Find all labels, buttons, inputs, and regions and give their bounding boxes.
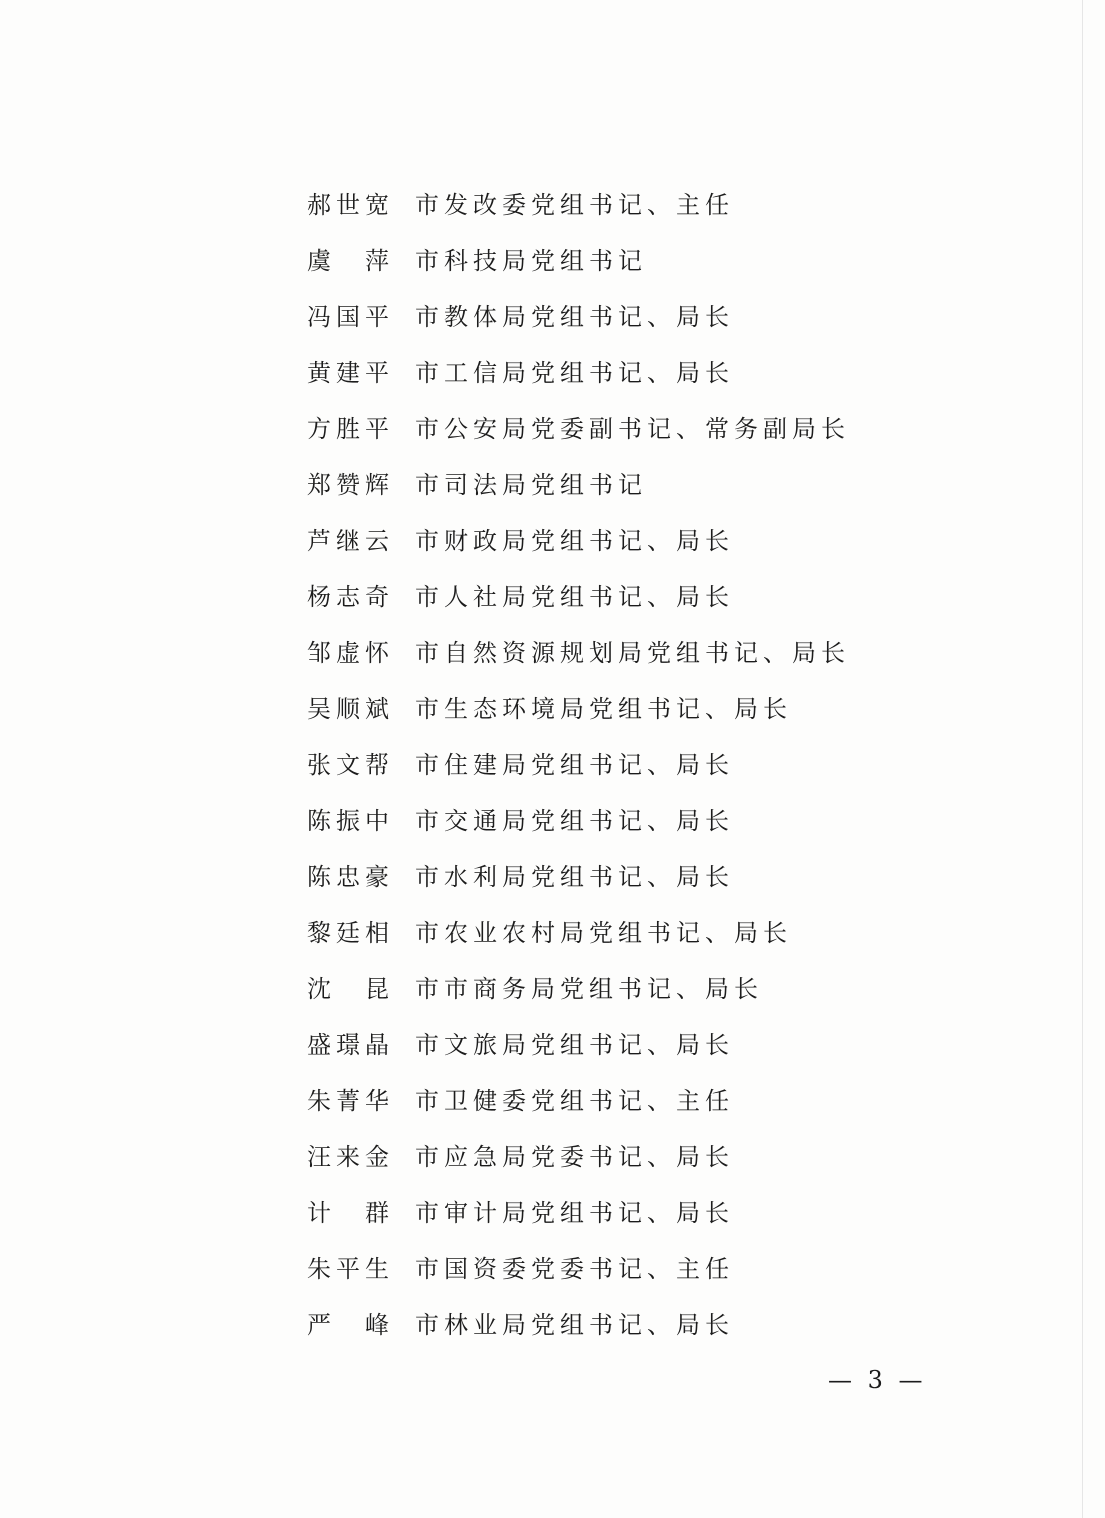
member-title: 市生态环境局党组书记、局长: [415, 694, 792, 723]
member-name: 计群: [307, 1198, 423, 1227]
list-item: [307, 230, 927, 286]
list-item: [307, 678, 927, 734]
list-item: [307, 734, 927, 790]
list-item: [307, 622, 927, 678]
list-item: [307, 1294, 927, 1350]
member-title: 市住建局党组书记、局长: [415, 750, 734, 779]
member-title: 市农业农村局党组书记、局长: [415, 918, 792, 947]
list-item: [307, 454, 927, 510]
member-name: 黎廷相: [307, 918, 394, 947]
member-name: 虞萍: [307, 246, 423, 275]
member-title: 市卫健委党组书记、主任: [415, 1086, 734, 1115]
list-item: [307, 1070, 927, 1126]
member-title: 市发改委党组书记、主任: [415, 190, 734, 219]
member-name: 沈昆: [307, 974, 423, 1003]
list-item: [307, 1014, 927, 1070]
list-item: [307, 174, 927, 230]
list-item: [307, 342, 927, 398]
member-title: 市文旅局党组书记、局长: [415, 1030, 734, 1059]
member-title: 市市商务局党组书记、局长: [415, 974, 763, 1003]
member-name: 郑赞辉: [307, 470, 394, 499]
page-number: — 3 —: [828, 1366, 927, 1394]
member-name: 陈振中: [307, 806, 394, 835]
member-title: 市国资委党委书记、主任: [415, 1254, 734, 1283]
list-item: [307, 1126, 927, 1182]
member-name: 盛璟晶: [307, 1030, 394, 1059]
member-title: 市林业局党组书记、局长: [415, 1310, 734, 1339]
member-name: 汪来金: [307, 1142, 394, 1171]
member-title: 市工信局党组书记、局长: [415, 358, 734, 387]
member-name: 陈忠豪: [307, 862, 394, 891]
list-item: [307, 958, 927, 1014]
scan-edge-line: [1082, 0, 1083, 1518]
member-name: 朱菁华: [307, 1086, 394, 1115]
member-title: 市财政局党组书记、局长: [415, 526, 734, 555]
member-title: 市自然资源规划局党组书记、局长: [415, 638, 850, 667]
member-title: 市司法局党组书记: [415, 470, 647, 499]
member-name: 吴顺斌: [307, 694, 394, 723]
member-name: 黄建平: [307, 358, 394, 387]
member-name: 严峰: [307, 1310, 423, 1339]
list-item: [307, 286, 927, 342]
list-item: [307, 1182, 927, 1238]
list-item: [307, 790, 927, 846]
member-title: 市水利局党组书记、局长: [415, 862, 734, 891]
member-name: 张文帮: [307, 750, 394, 779]
member-name: 方胜平: [307, 414, 394, 443]
member-title: 市人社局党组书记、局长: [415, 582, 734, 611]
member-name: 冯国平: [307, 302, 394, 331]
member-title: 市科技局党组书记: [415, 246, 647, 275]
member-title: 市应急局党委书记、局长: [415, 1142, 734, 1171]
member-name: 杨志奇: [307, 582, 394, 611]
list-item: [307, 902, 927, 958]
member-title: 市公安局党委副书记、常务副局长: [415, 414, 850, 443]
member-name: 朱平生: [307, 1254, 394, 1283]
member-title: 市审计局党组书记、局长: [415, 1198, 734, 1227]
member-title: 市教体局党组书记、局长: [415, 302, 734, 331]
list-item: [307, 1238, 927, 1294]
list-item: [307, 566, 927, 622]
member-name: 芦继云: [307, 526, 394, 555]
member-name: 郝世宽: [307, 190, 394, 219]
member-title: 市交通局党组书记、局长: [415, 806, 734, 835]
member-list: [307, 174, 927, 1350]
list-item: [307, 846, 927, 902]
list-item: [307, 398, 927, 454]
list-item: [307, 510, 927, 566]
member-name: 邹虚怀: [307, 638, 394, 667]
